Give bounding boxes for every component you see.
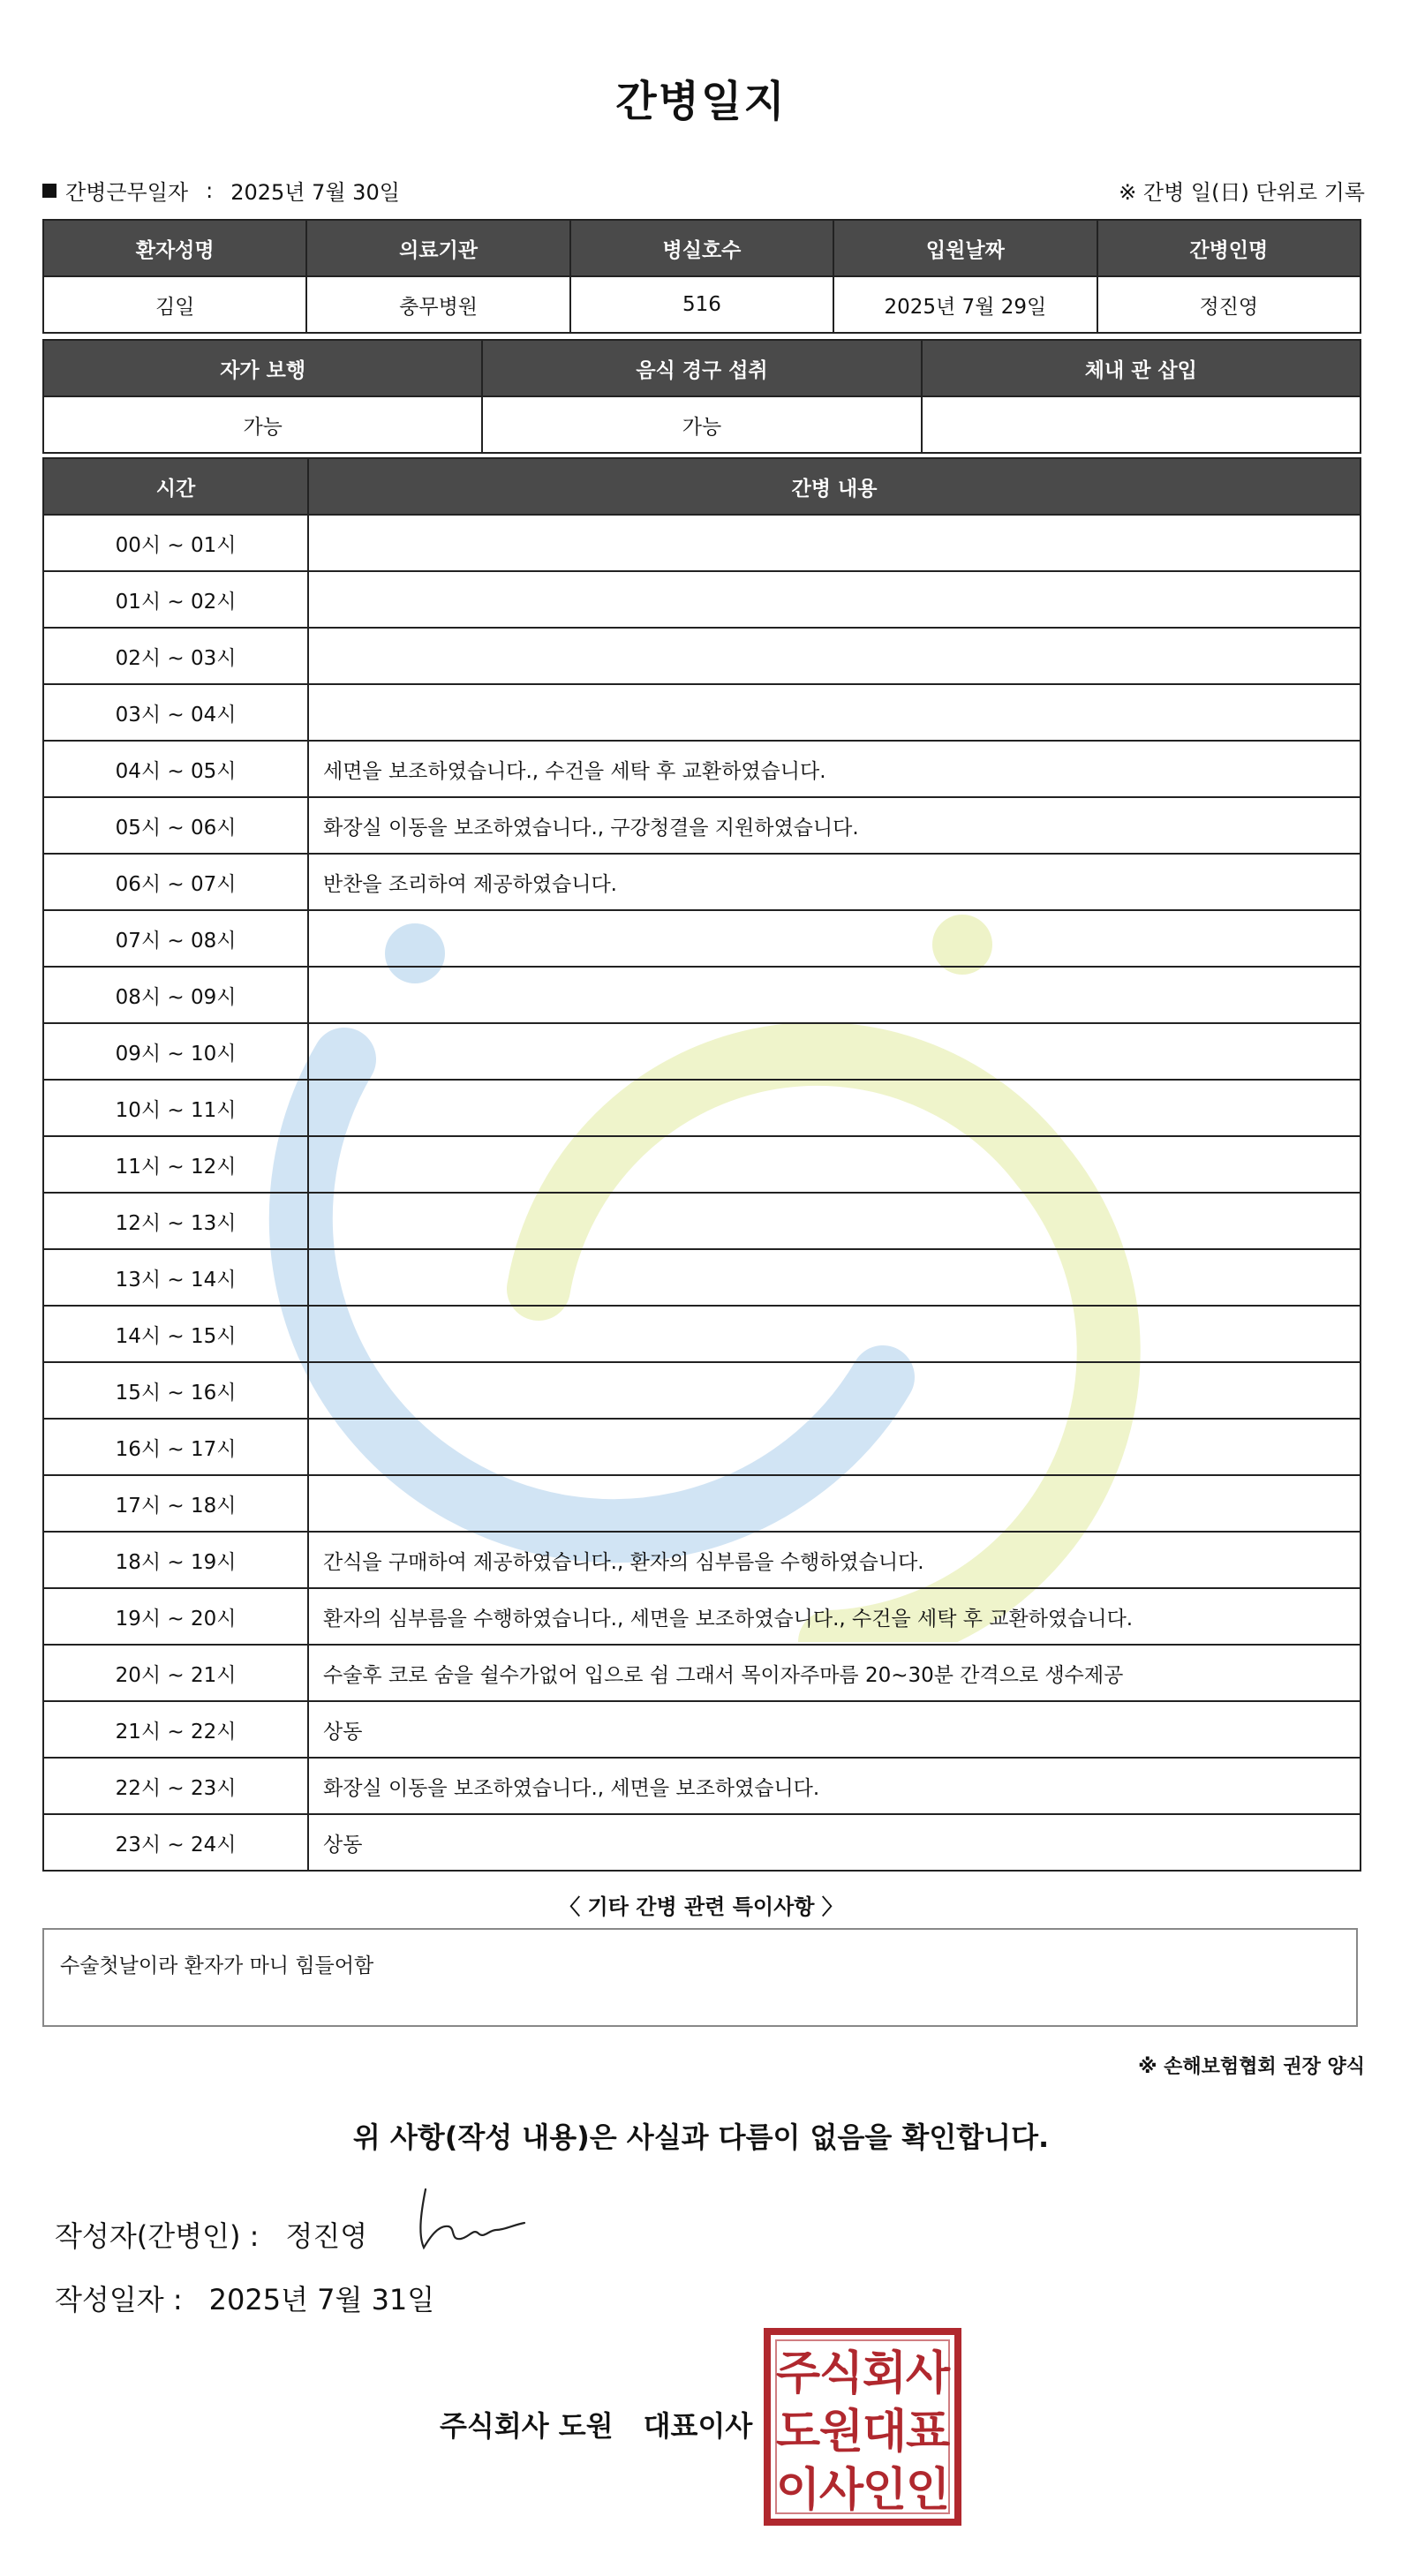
log-content-cell xyxy=(308,1023,1361,1080)
caregiver-name: 정진영 xyxy=(1097,276,1361,333)
log-time-cell: 16시 ~ 17시 xyxy=(43,1419,308,1475)
table-row xyxy=(43,967,1361,1023)
work-date-separator: : xyxy=(206,177,214,203)
table-row xyxy=(43,1136,1361,1193)
seal-character: 인 xyxy=(905,2463,951,2517)
log-time-cell: 12시 ~ 13시 xyxy=(43,1193,308,1249)
representative-title: 대표이사 xyxy=(643,2409,753,2443)
table-row xyxy=(43,797,1361,854)
log-content-cell xyxy=(308,967,1361,1023)
work-date-value: 2025년 7월 30일 xyxy=(230,180,400,205)
header-care-content: 간병 내용 xyxy=(308,458,1361,515)
self-walking-value: 가능 xyxy=(43,396,482,453)
record-unit-note: ※ 간병 일(日) 단위로 기록 xyxy=(1119,180,1365,205)
work-date-label: 간병근무일자 xyxy=(65,180,189,205)
seal-character: 인 xyxy=(862,2463,908,2517)
hospital-name: 충무병원 xyxy=(306,276,569,333)
log-time-cell: 07시 ~ 08시 xyxy=(43,910,308,967)
log-time-cell: 06시 ~ 07시 xyxy=(43,854,308,910)
log-content-cell xyxy=(308,515,1361,571)
header-oral-intake: 음식 경구 섭취 xyxy=(482,340,921,396)
table-row xyxy=(43,1080,1361,1136)
log-content-cell xyxy=(308,1475,1361,1532)
log-content-cell: 세면을 보조하였습니다., 수건을 세탁 후 교환하였습니다. xyxy=(308,741,1361,797)
hourly-care-log-table xyxy=(42,457,1361,1872)
seal-character: 도 xyxy=(775,2405,821,2459)
log-content-cell xyxy=(308,628,1361,684)
seal-character: 대 xyxy=(862,2405,908,2459)
log-rows xyxy=(43,515,1361,1871)
log-time-cell: 19시 ~ 20시 xyxy=(43,1588,308,1645)
log-time-cell: 22시 ~ 23시 xyxy=(43,1758,308,1814)
handwritten-signature xyxy=(415,2181,530,2260)
table-row xyxy=(43,1306,1361,1362)
seal-character: 이 xyxy=(775,2463,821,2517)
admission-date: 2025년 7월 29일 xyxy=(833,276,1097,333)
company-name: 주식회사 도원 xyxy=(440,2409,614,2443)
log-content-cell: 환자의 심부름을 수행하였습니다., 세면을 보조하였습니다., 수건을 세탁 후 교환하였습니다. xyxy=(308,1588,1361,1645)
log-time-cell: 21시 ~ 22시 xyxy=(43,1701,308,1758)
table-row xyxy=(43,1419,1361,1475)
seal-character: 사 xyxy=(818,2463,864,2517)
table-row xyxy=(43,1588,1361,1645)
log-time-cell: 03시 ~ 04시 xyxy=(43,684,308,741)
header-patient-name: 환자성명 xyxy=(43,220,306,276)
log-time-cell: 23시 ~ 24시 xyxy=(43,1814,308,1871)
log-content-cell xyxy=(308,684,1361,741)
log-content-cell xyxy=(308,1136,1361,1193)
log-content-cell xyxy=(308,1193,1361,1249)
patient-info-table xyxy=(42,219,1361,334)
log-content-cell xyxy=(308,571,1361,628)
log-content-cell: 간식을 구매하여 제공하였습니다., 환자의 심부름을 수행하였습니다. xyxy=(308,1532,1361,1588)
log-content-cell xyxy=(308,1249,1361,1306)
log-time-cell: 11시 ~ 12시 xyxy=(43,1136,308,1193)
seal-character: 회 xyxy=(862,2346,908,2400)
log-time-cell: 09시 ~ 10시 xyxy=(43,1023,308,1080)
log-content-cell xyxy=(308,1419,1361,1475)
log-content-cell: 화장실 이동을 보조하였습니다., 세면을 보조하였습니다. xyxy=(308,1758,1361,1814)
table-row xyxy=(43,1475,1361,1532)
log-time-cell: 00시 ~ 01시 xyxy=(43,515,308,571)
remarks-box xyxy=(42,1928,1358,2027)
log-time-cell: 15시 ~ 16시 xyxy=(43,1362,308,1419)
log-content-cell: 상동 xyxy=(308,1814,1361,1871)
log-time-cell: 14시 ~ 15시 xyxy=(43,1306,308,1362)
log-time-cell: 08시 ~ 09시 xyxy=(43,967,308,1023)
log-time-cell: 17시 ~ 18시 xyxy=(43,1475,308,1532)
table-row xyxy=(43,1193,1361,1249)
log-time-cell: 01시 ~ 02시 xyxy=(43,571,308,628)
document-title: 간병일지 xyxy=(615,77,787,126)
header-room-number: 병실호수 xyxy=(570,220,833,276)
table-row xyxy=(43,1645,1361,1701)
writer-line xyxy=(55,2214,367,2255)
seal-character: 사 xyxy=(905,2346,951,2400)
remarks-title: 〈 기타 간병 관련 특이사항 〉 xyxy=(559,1894,843,1919)
written-date-label: 작성일자 : xyxy=(55,2283,183,2316)
table-row xyxy=(43,1758,1361,1814)
written-date-line xyxy=(55,2278,434,2318)
patient-name: 김일 xyxy=(43,276,306,333)
log-content-cell xyxy=(308,910,1361,967)
header-self-walking: 자가 보행 xyxy=(43,340,482,396)
header-hospital: 의료기관 xyxy=(306,220,569,276)
room-number: 516 xyxy=(570,276,833,333)
patient-ability-table xyxy=(42,339,1361,454)
log-time-cell: 10시 ~ 11시 xyxy=(43,1080,308,1136)
log-content-cell: 반찬을 조리하여 제공하였습니다. xyxy=(308,854,1361,910)
log-content-cell: 화장실 이동을 보조하였습니다., 구강청결을 지원하였습니다. xyxy=(308,797,1361,854)
seal-character: 표 xyxy=(905,2405,951,2459)
written-date-value: 2025년 7월 31일 xyxy=(208,2283,435,2316)
table-row xyxy=(43,515,1361,571)
company-line xyxy=(440,2404,752,2444)
confirmation-statement: 위 사항(작성 내용)은 사실과 다름이 없음을 확인합니다. xyxy=(352,2120,1050,2154)
header-tube-insertion: 체내 관 삽입 xyxy=(922,340,1361,396)
table-row xyxy=(43,1814,1361,1871)
table-row xyxy=(43,1362,1361,1419)
bullet-square-icon xyxy=(42,184,57,198)
log-content-cell: 수술후 코로 숨을 쉴수가없어 입으로 쉼 그래서 목이자주마름 20~30분 간격으로 생수제공 xyxy=(308,1645,1361,1701)
remarks-text: 수술첫날이라 환자가 마니 힘들어함 xyxy=(60,1955,374,1977)
tube-insertion-value xyxy=(922,396,1361,453)
table-row xyxy=(43,1023,1361,1080)
header-time: 시간 xyxy=(43,458,308,515)
oral-intake-value: 가능 xyxy=(482,396,921,453)
table-row xyxy=(43,1532,1361,1588)
header-admission-date: 입원날짜 xyxy=(833,220,1097,276)
seal-character: 원 xyxy=(818,2405,864,2459)
writer-name: 정진영 xyxy=(285,2219,368,2253)
table-row xyxy=(43,854,1361,910)
log-content-cell xyxy=(308,1362,1361,1419)
seal-character: 주 xyxy=(775,2346,821,2400)
log-content-cell xyxy=(308,1306,1361,1362)
table-row xyxy=(43,1701,1361,1758)
table-row xyxy=(43,910,1361,967)
table-row xyxy=(43,571,1361,628)
log-time-cell: 04시 ~ 05시 xyxy=(43,741,308,797)
log-time-cell: 13시 ~ 14시 xyxy=(43,1249,308,1306)
log-time-cell: 20시 ~ 21시 xyxy=(43,1645,308,1701)
writer-label: 작성자(간병인) : xyxy=(55,2219,260,2253)
table-row xyxy=(43,1249,1361,1306)
table-row xyxy=(43,684,1361,741)
table-row xyxy=(43,741,1361,797)
log-content-cell xyxy=(308,1080,1361,1136)
log-time-cell: 05시 ~ 06시 xyxy=(43,797,308,854)
work-date-line xyxy=(42,175,400,206)
form-source-note: ※ 손해보험협회 권장 양식 xyxy=(1138,2056,1365,2078)
log-time-cell: 18시 ~ 19시 xyxy=(43,1532,308,1588)
table-row xyxy=(43,628,1361,684)
log-content-cell: 상동 xyxy=(308,1701,1361,1758)
log-time-cell: 02시 ~ 03시 xyxy=(43,628,308,684)
company-seal-stamp xyxy=(763,2327,962,2527)
header-caregiver-name: 간병인명 xyxy=(1097,220,1361,276)
seal-character: 식 xyxy=(818,2346,864,2400)
